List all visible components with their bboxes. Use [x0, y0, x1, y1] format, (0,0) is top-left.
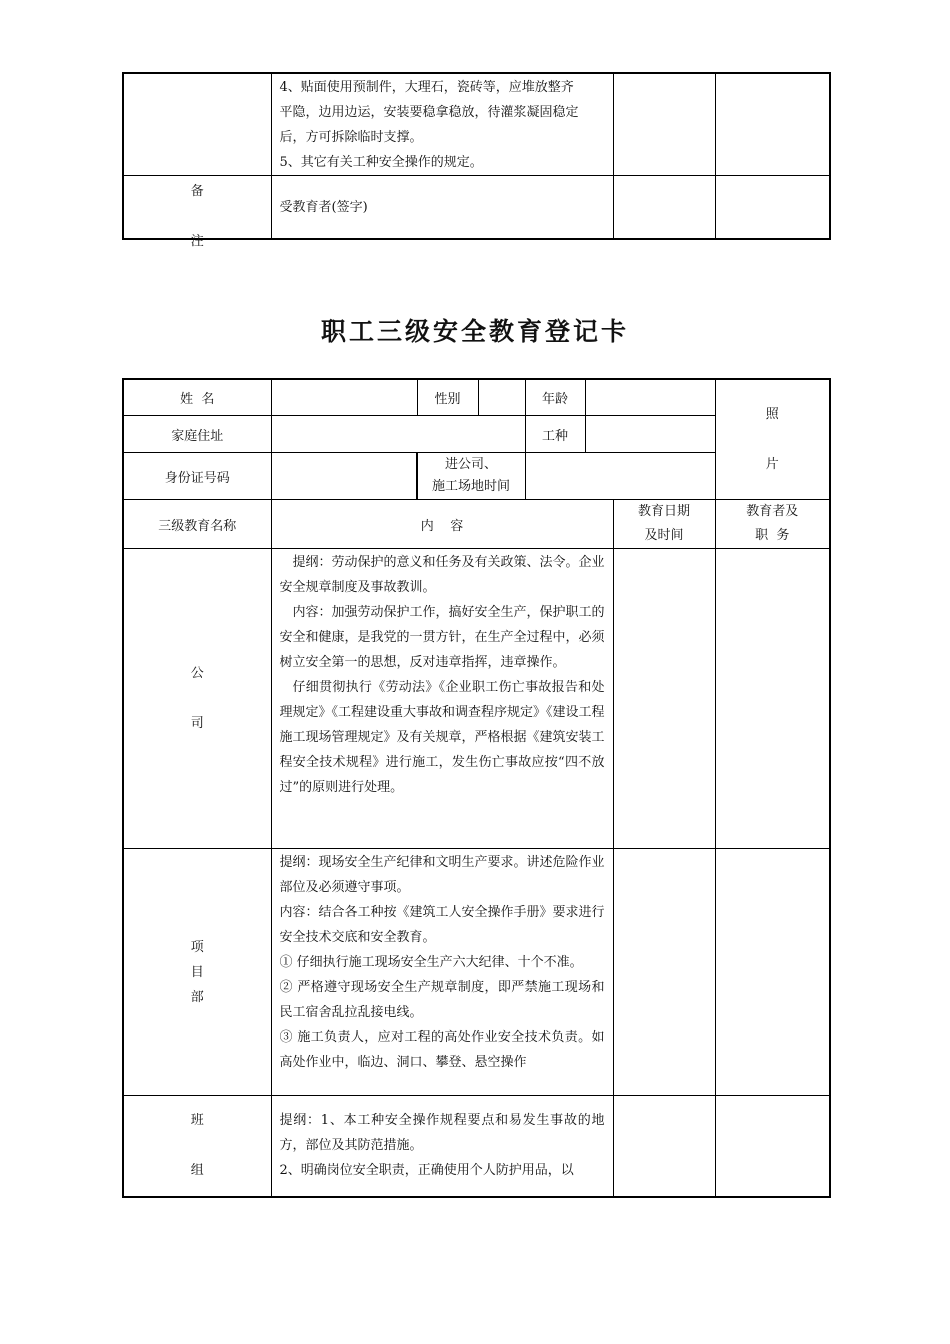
company-label-char: 公 — [190, 665, 204, 681]
id-value-cell[interactable] — [271, 453, 417, 500]
team-label-char: 组 — [190, 1163, 204, 1178]
content-line: 5、其它有关工种安全操作的规定。 — [279, 155, 483, 170]
educator-header-line: 职 务 — [755, 528, 790, 543]
entry-time-value[interactable] — [525, 453, 715, 500]
project-item: ② 严格遵守现场安全生产规章制度，即严禁施工现场和民工宿舍乱拉乱接电线。 — [279, 980, 605, 1020]
project-label-char: 部 — [190, 989, 204, 1005]
company-regulations: 仔细贯彻执行《劳动法》《企业职工伤亡事故报告和处理规定》《工程建设重大事故和调查程序规定》《建设工程施工现场管理规定》及有关规章，严格根据《建筑安装工程安全技术规程》进行施工，发生伤亡事故应按“四不放过”的原则进行处理。 — [279, 680, 605, 795]
signature-cell — [271, 176, 613, 240]
content-header: 内 容 — [271, 500, 613, 549]
project-label-char: 目 — [190, 964, 204, 980]
date-header-line: 及时间 — [644, 528, 684, 543]
name-value[interactable] — [271, 379, 417, 416]
gender-cell — [417, 379, 525, 416]
content-line: 4、贴面使用预制件，大理石，瓷砖等，应堆放整齐 — [279, 80, 574, 95]
content-line: 后，方可拆除临时支撑。 — [279, 130, 423, 145]
id-label: 身份证号码 — [123, 453, 271, 500]
id-value[interactable] — [272, 453, 417, 499]
empty-cell — [123, 73, 271, 176]
gender-label: 性别 — [418, 380, 479, 415]
photo-cell — [715, 379, 830, 500]
company-content — [271, 549, 613, 849]
job-label: 工种 — [525, 416, 585, 453]
level-name-header: 三级教育名称 — [123, 500, 271, 549]
team-outline: 提纲：1、本工种安全操作规程要点和易发生事故的地方，部位及其防范措施。 — [279, 1113, 605, 1153]
company-level-label — [123, 549, 271, 849]
team-date-cell[interactable] — [613, 1096, 715, 1198]
name-label: 姓 名 — [123, 379, 271, 416]
project-content — [271, 849, 613, 1096]
company-date-cell[interactable] — [613, 549, 715, 849]
empty-cell — [613, 176, 715, 240]
entry-label-line: 进公司、 — [444, 457, 497, 472]
photo-label: 照 — [765, 406, 779, 422]
job-value[interactable] — [585, 416, 715, 453]
team-content — [271, 1096, 613, 1198]
age-value[interactable] — [585, 379, 715, 416]
empty-cell — [715, 73, 830, 176]
remark-label: 备 — [190, 184, 204, 199]
educator-header-line: 教育者及 — [746, 504, 799, 519]
signature-label: 受教育者(签字) — [279, 199, 368, 215]
date-header-line: 教育日期 — [637, 504, 690, 519]
project-body: 内容：结合各工种按《建筑工人安全操作手册》要求进行安全技术交底和安全教育。 — [279, 905, 605, 945]
educator-header — [715, 500, 830, 549]
address-value[interactable] — [271, 416, 525, 453]
remark-label-cell — [123, 176, 271, 249]
gender-value[interactable] — [479, 380, 525, 415]
content-line: 平隐，边用边运，安装要稳拿稳放，待灌浆凝固稳定 — [279, 105, 579, 120]
project-label-char: 项 — [190, 939, 204, 955]
address-label: 家庭住址 — [123, 416, 271, 453]
company-body: 内容：加强劳动保护工作，搞好安全生产，保护职工的安全和健康，是我党的一贯方针，在生产全过程中，必须树立安全第一的思想，反对违章指挥，违章操作。 — [279, 605, 605, 670]
remark-label: 注 — [190, 234, 204, 249]
team-educator-cell[interactable] — [715, 1096, 830, 1198]
project-educator-cell[interactable] — [715, 849, 830, 1096]
photo-label: 片 — [765, 456, 779, 472]
registration-card-table — [122, 378, 831, 1198]
company-label-char: 司 — [190, 715, 204, 731]
company-educator-cell[interactable] — [715, 549, 830, 849]
page-title: 职工三级安全教育登记卡 — [320, 317, 629, 346]
empty-cell — [715, 176, 830, 240]
project-level-label — [123, 849, 271, 1096]
project-item: ① 仔细执行施工现场安全生产六大纪律、十个不准。 — [279, 955, 583, 970]
team-label-char: 班 — [190, 1113, 204, 1128]
company-outline: 提纲：劳动保护的意义和任务及有关政策、法令。企业安全规章制度及事故教训。 — [279, 555, 605, 595]
team-level-label — [123, 1096, 271, 1198]
date-header — [613, 500, 715, 549]
team-body: 2、明确岗位安全职责，正确使用个人防护用品，以 — [279, 1163, 574, 1178]
project-date-cell[interactable] — [613, 849, 715, 1096]
empty-cell — [613, 73, 715, 176]
continuation-table — [122, 72, 831, 249]
project-item: ③ 施工负责人，应对工程的高处作业安全技术负责。如高处作业中，临边、洞口、攀登、悬空操作 — [279, 1030, 605, 1070]
age-label: 年龄 — [525, 379, 585, 416]
project-outline: 提纲：现场安全生产纪律和文明生产要求。讲述危险作业部位及必须遵守事项。 — [279, 855, 605, 895]
entry-label-line: 施工场地时间 — [431, 479, 510, 494]
safety-rules-content — [271, 73, 613, 176]
entry-time-label — [417, 453, 525, 500]
